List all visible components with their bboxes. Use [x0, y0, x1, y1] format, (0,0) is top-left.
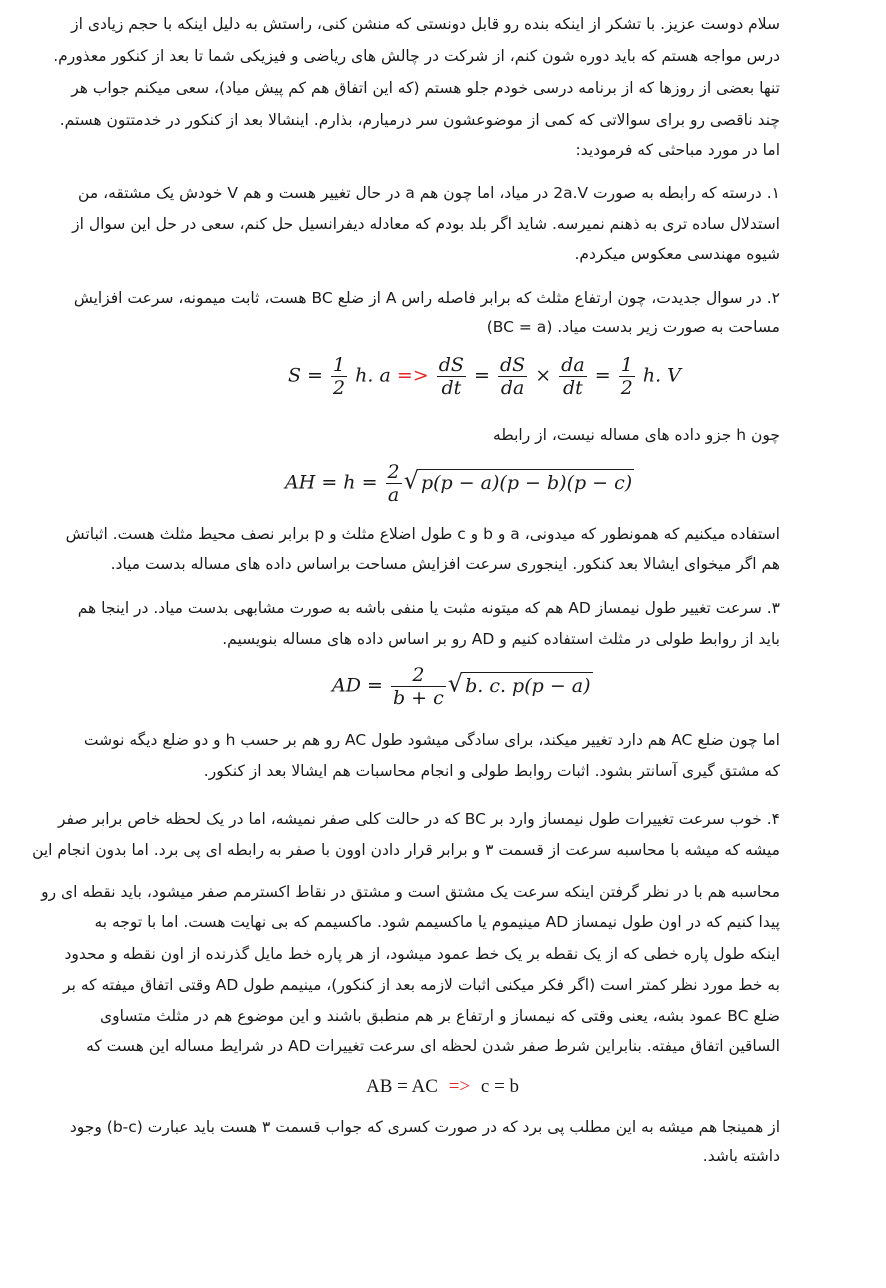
item1-line-3: شیوه مهندسی معکوس میکردم. [574, 245, 780, 263]
eq1-ha: h. a [355, 364, 391, 387]
item3-line-1: ۳. سرعت تغییر طول نیمساز AD هم که میتونه مثبت یا منفی باشه به صورت مشابهی بدست میاد. در اینجا هم [77, 599, 780, 617]
item4-line-2: میشه که میشه با محاسبه سرعت از قسمت ۳ و برابر قرار دادن اوون با صفر به رابطه ای پی برد. اما بدون انجام این [32, 841, 780, 859]
item2c-line-1: استفاده میکنیم که همونطور که میدونی، a و b و c طول اضلاع مثلث و p برابر نصف محیط مثلث هست. اثباتش [65, 525, 780, 543]
item4-line-1: ۴. خوب سرعت تغییرات طول نیمساز وارد بر BC که در حالت کلی صفر نمیشه، اما در یک لحظه خاص برابر صفر [57, 810, 780, 828]
eq2-radicand: p(p − a)(p − b)(p − c) [419, 469, 634, 494]
intro-line-4: چند ناقصی رو برای سوالاتی که کمی از موضوعشون سر درمیارم، بذارم. اینشالا بعد از کنکور در خدمتتون هستم. [59, 111, 780, 129]
item3b-line-1: اما چون ضلع AC هم دارد تغییر میکند، برای سادگی میشود طول AC رو هم بر حسب h و دو ضلع دیگه نوشت [83, 731, 780, 749]
item4b-line-1: محاسبه هم با در نظر گرفتن اینکه سرعت یک مشتق است و مشتق در نقاط اکسترمم صفر میشود، باید نقطه ای رو [41, 883, 780, 901]
item4b-line-2: پیدا کنیم که در اون طول نیمساز AD مینیموم یا ماکسیمم شود. ماکسیمم که بی نهایت هست. اما با توجه به [94, 913, 780, 931]
intro-line-3: تنها بعضی از روزها که از برنامه درسی خودم جلو هستم (که این اتفاق هم کم پیش میاد)، سعی میکنم جواب هر [71, 79, 780, 97]
eq3-frac: $\frac{2}{b + c}$ [392, 664, 444, 709]
item2-line-2: مساحت به صورت زیر بدست میاد. (BC = a) [486, 318, 780, 336]
closing-line-1: از همینجا هم میشه به این مطلب پی برد که در صورت کسری که جواب قسمت ۳ هست باید عبارت (b-c) وجود [69, 1118, 780, 1136]
eq4-implies-arrow: => [448, 1076, 471, 1097]
item4b-line-6: الساقین اتفاق میفته. بنابراین شرط صفر شدن لحظه ای سرعت تغییرات AD در شرایط مساله این هست که [86, 1037, 780, 1055]
eq1-ds-da: $\frac{dS}{da}$ [499, 354, 526, 399]
isosceles-condition: AB = AC => c = b [366, 1076, 520, 1097]
eq3-radicand: b. c. p(p − a) [463, 672, 592, 697]
intro-line-2: درس مواجه هستم که باید دوره شون کنم، از شرکت در چالش های ریاضی و فیزیکی شما تا بعد از کنکور معذورم. [53, 47, 780, 65]
item1-line-1: ۱. درسته که رابطه به صورت 2a.V در میاد، اما چون هم a در حال تغییر هست و هم V خودش یک مشتقه، من [78, 184, 780, 202]
item4b-line-3: اینکه طول پاره خطی که از یک نقطه بر یک خط عمود میشود، از هر پاره خط مایل گذرنده از اون نقطه و محدود [64, 945, 780, 963]
eq1-s: S = [288, 364, 323, 387]
item2c-line-2: هم اگر میخوای ایشالا بعد کنکور. اینجوری سرعت افزایش مساحت براساس داده های مساله بدست میاد. [110, 555, 780, 573]
bisector-equation: AD = $\frac{2}{b + c}$ √ b. c. p(p − a) [332, 664, 591, 709]
eq1-ds-dt: $\frac{dS}{dt}$ [438, 354, 464, 399]
item1-line-2: استدلال ساده تری به ذهنم نمیرسه. شاید اگر بلد بودم که معادله دیفرانسیل حل کنم، سعی در حل این سوال از [72, 215, 780, 233]
item3-line-2: باید از روابط طولی در مثلث استفاده کنیم و AD رو بر اساس داده های مساله بنویسیم. [222, 630, 780, 648]
eq2-frac: $\frac{2}{a}$ [387, 461, 400, 506]
eq1-hv: h. V [642, 364, 681, 387]
item4b-line-4: به خط مورد نظر کمتر است (اگر فکر میکنی اثبات لازمه بعد از کنکور)، مینیمم طول AD وقتی اتفاق میفته که بر [63, 976, 780, 994]
intro-line-5: اما در مورد مباحثی که فرمودید: [575, 141, 780, 159]
eq1-half-frac: $\frac{1}{2}$ [333, 354, 346, 399]
closing-line-2: داشته باشد. [702, 1147, 780, 1165]
eq1-da-dt: $\frac{da}{dt}$ [561, 354, 585, 399]
area-rate-equation: S = $\frac{1}{2}$ h. a => $\frac{dS}{dt}$ = $\frac{dS}{da}$ × $\frac{da}{dt}$ = $\frac{1}{2}$ h. V [288, 354, 681, 399]
item4b-line-5: ضلع BC عمود بشه، یعنی وقتی که نیمساز و ارتفاع بر هم منطبق باشند و این موضوع هم در مثلث متساوی [100, 1007, 780, 1025]
eq1-implies-arrow: => [396, 364, 429, 387]
height-equation: AH = h = $\frac{2}{a}$ √ p(p − a)(p − b)(p − c) [285, 461, 633, 506]
item3b-line-2: که مشتق گیری آسانتر بشود. اثبات روابط طولی و انجام محاسبات هم ایشالا بعد از کنکور. [203, 762, 780, 780]
item2-note: چون h جزو داده های مساله نیست، از رابطه [493, 426, 780, 444]
intro-line-1: سلام دوست عزیز. با تشکر از اینکه بنده رو قابل دونستی که منشن کنی، راستش به دلیل اینکه با حجم زیادی از [71, 15, 780, 33]
item2-line-1: ۲. در سوال جدیدت، چون ارتفاع مثلث که برابر فاصله راس A از ضلع BC هست، ثابت میمونه، سرعت افزایش [73, 289, 780, 307]
eq1-half-frac-2: $\frac{1}{2}$ [620, 354, 633, 399]
